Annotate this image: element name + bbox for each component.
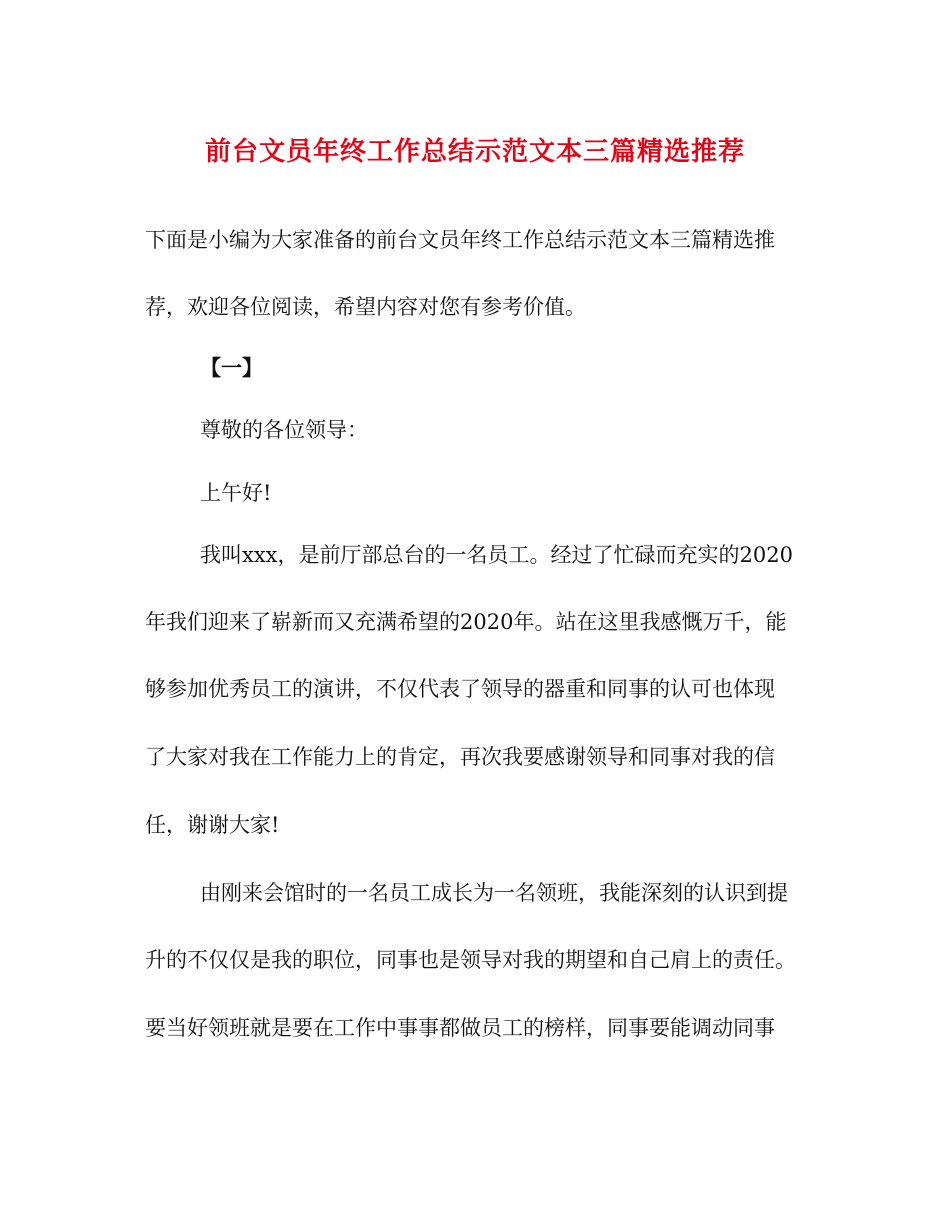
para1-line-3: 够参加优秀员工的演讲，不仅代表了领导的器重和同事的认可也体现 [145,677,775,701]
intro-line-1: 下面是小编为大家准备的前台文员年终工作总结示范文本三篇精选推 [145,228,775,252]
para1-line-4: 了大家对我在工作能力上的肯定，再次我要感谢领导和同事对我的信 [145,745,775,769]
greeting: 上午好! [200,481,272,505]
para2-line-1: 由刚来会馆时的一名员工成长为一名领班，我能深刻的认识到提 [200,881,788,905]
para1-line-1: 我叫xxx，是前厅部总台的一名员工。经过了忙碌而充实的2020 [200,543,793,567]
para2-line-3: 要当好领班就是要在工作中事事都做员工的榜样，同事要能调动同事 [145,1016,775,1040]
para1-line-2: 年我们迎来了崭新而又充满希望的2020年。站在这里我感慨万千，能 [145,610,787,634]
para1-line-5: 任，谢谢大家! [145,813,280,837]
document-title: 前台文员年终工作总结示范文本三篇精选推荐 [204,137,745,167]
para2-line-2: 升的不仅仅是我的职位，同事也是领导对我的期望和自己肩上的责任。 [145,948,796,972]
section-label: 【一】 [200,355,263,380]
intro-line-2: 荐，欢迎各位阅读，希望内容对您有参考价值。 [145,295,586,319]
salutation: 尊敬的各位领导： [200,418,368,442]
